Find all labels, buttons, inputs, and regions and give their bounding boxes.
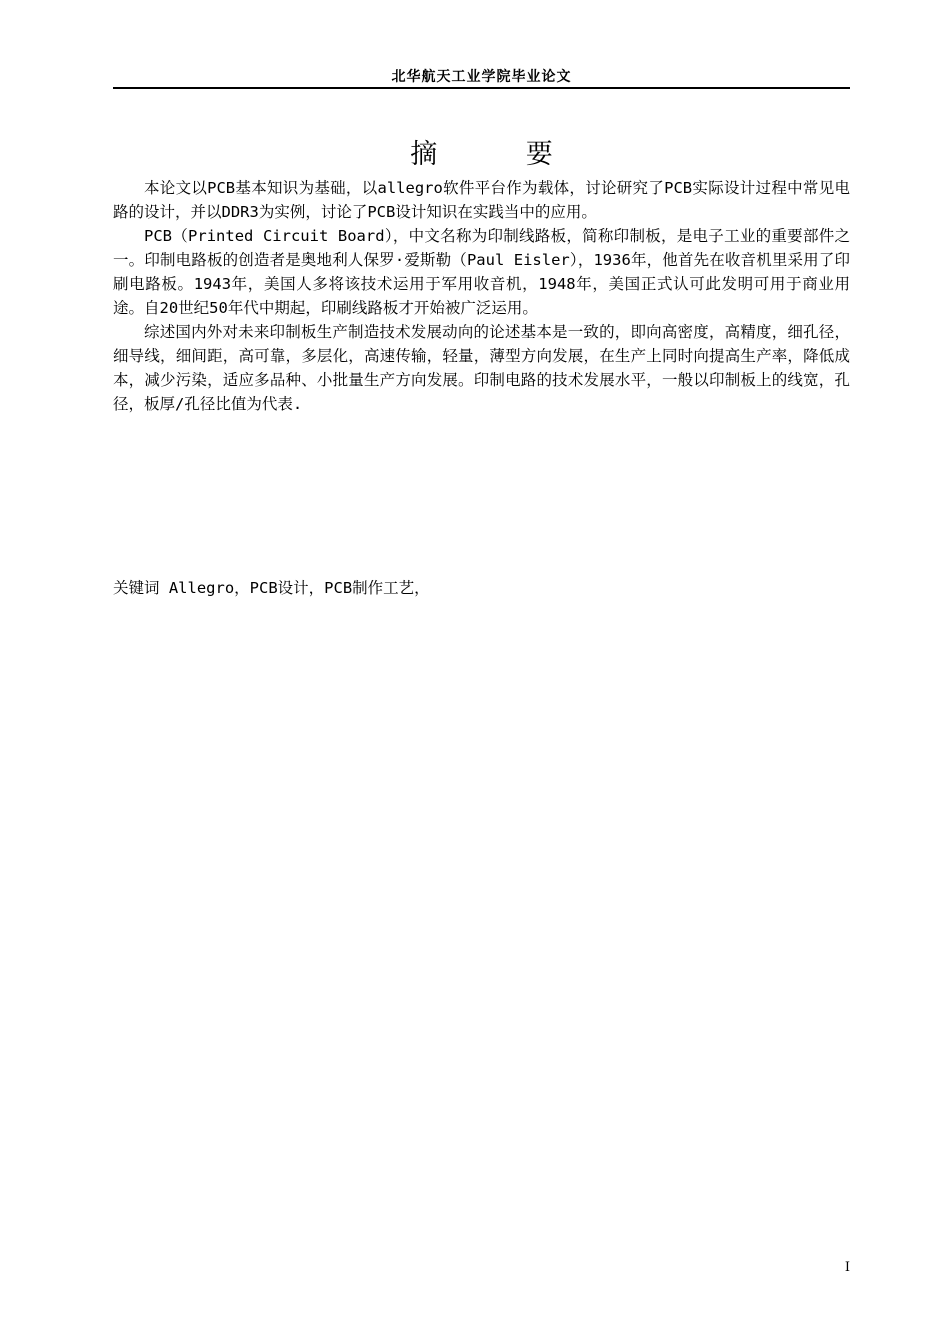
abstract-body bbox=[113, 176, 850, 416]
keywords-line: 关键词 Allegro，PCB设计，PCB制作工艺， bbox=[113, 579, 430, 597]
running-header: 北华航天工业学院毕业论文 bbox=[391, 69, 572, 85]
abstract-title: 摘 要 bbox=[410, 139, 593, 170]
abstract-paragraph-1: 本论文以PCB基本知识为基础，以allegro软件平台作为载体，讨论研究了PCB实际设计过程中常见电路的设计，并以DDR3为实例，讨论了PCB设计知识在实践当中的应用。 bbox=[113, 179, 850, 221]
header-rule bbox=[113, 87, 850, 89]
abstract-paragraph-3: 综述国内外对未来印制板生产制造技术发展动向的论述基本是一致的，即向高密度，高精度，细孔径，细导线，细间距，高可靠，多层化，高速传输，轻量，薄型方向发展，在生产上同时向提高生产率，降低成本，减少污染，适应多品种、小批量生产方向发展。印制电路的技术发展水平，一般以印制板上的线宽，孔径，板厚/孔径比值为代表. bbox=[113, 323, 850, 413]
page-number: I bbox=[844, 1260, 850, 1275]
abstract-paragraph-2: PCB（Printed Circuit Board），中文名称为印制线路板，简称印制板，是电子工业的重要部件之一。印制电路板的创造者是奥地利人保罗·爱斯勒（Paul Eisler），1936年，他首先在收音机里采用了印刷电路板。1943年，美国人多将该技术运用于军用收音机，1948年，美国正式认可此发明可用于商业用途。自20世纪50年代中期起，印刷线路板才开始被广泛运用。 bbox=[113, 227, 850, 317]
